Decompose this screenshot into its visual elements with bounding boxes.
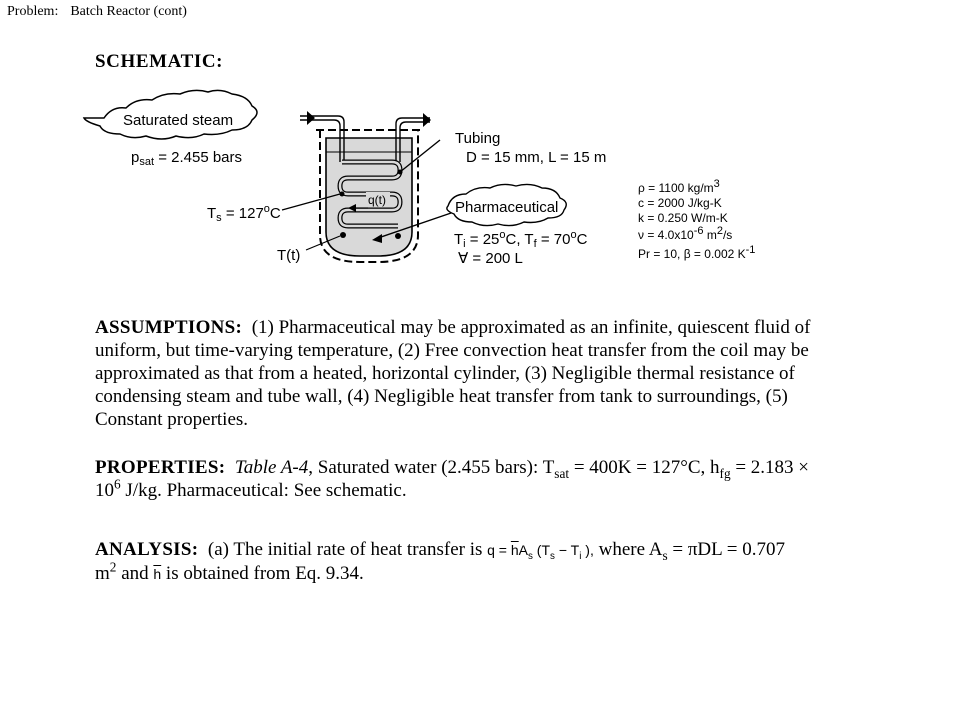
properties-heading: PROPERTIES: [95, 457, 226, 478]
h-bar-symbol: $\overline{h}$ [153, 566, 162, 582]
q-label: q(t) [368, 193, 386, 207]
properties-section: PROPERTIES: Table A-4, Saturated water (2.455 bars): $T_{sat} = 400K = 127^\circ C$, $h_{fg} = 2.183$ × $10^6$ J/kg. Pharmaceutical: See schematic. [95, 457, 810, 501]
pharma-cloud-label: Pharmaceutical [455, 199, 559, 216]
pharma-cloud [447, 184, 566, 225]
tubing-dims: D = 15 mm, L = 15 m [466, 149, 607, 166]
analysis-heading: ANALYSIS: [95, 539, 199, 560]
header-title: Batch Reactor (cont) [70, 4, 187, 19]
tubing-label: Tubing [455, 130, 501, 147]
prop-nu: ν = 4.0x10-6 m2/s [638, 225, 733, 242]
schematic-diagram [0, 0, 960, 300]
analysis-section: ANALYSIS: (a) The initial rate of heat transfer is $q = \overline{h}A_s$ ($T_s - T_i$ ), where $A_s = \pi DL = 0.707$ $m^2$ and $\overline{h}$ is obtained from Eq. 9.34. [95, 539, 786, 584]
assumptions-heading: ASSUMPTIONS: [95, 317, 243, 338]
psat-label: $p_{sat} = 2.455$ bars [131, 149, 243, 168]
temperature-t-label: T(t) [277, 247, 301, 264]
header-label: Problem: [7, 4, 59, 19]
properties-table-ref: Table A-4 [234, 457, 309, 478]
ts-label: $T_s = 127^oC$ [207, 203, 281, 224]
steam-cloud [84, 90, 257, 139]
schematic-heading: SCHEMATIC: [95, 51, 224, 72]
property-list [638, 178, 755, 261]
steam-cloud-label: Saturated steam [123, 112, 234, 129]
prop-k: k = 0.250 W/m-K [638, 211, 728, 225]
assumptions-text: (1) Pharmaceutical may be approximated as an infinite, quiescent fluid of uniform, but time-varying temperature, (2) Free convection heat transfer from the coil may be approximated as that from a heated, horizontal cylinder, (3) Negligible thermal resistance of condensing steam and tube wall, (4) Negligible heat transfer from tank to surroundings, (5) Constant properties. [95, 317, 811, 430]
ti-tf-label: $T_i = 25^oC$, $T_f = 70^oC$ [454, 229, 588, 250]
prop-c: c = 2000 J/kg-K [638, 196, 722, 210]
heat-rate-equation: $q = \overline{h}A_s$ ($T_s - T_i$ ), [487, 542, 594, 562]
assumptions-section [95, 316, 855, 431]
prop-pr: Pr = 10, β = 0.002 K-1 [638, 244, 756, 261]
prop-rho: ρ = 1100 kg/m3 [638, 178, 720, 195]
volume-label: ∀ = 200 L [458, 250, 523, 267]
